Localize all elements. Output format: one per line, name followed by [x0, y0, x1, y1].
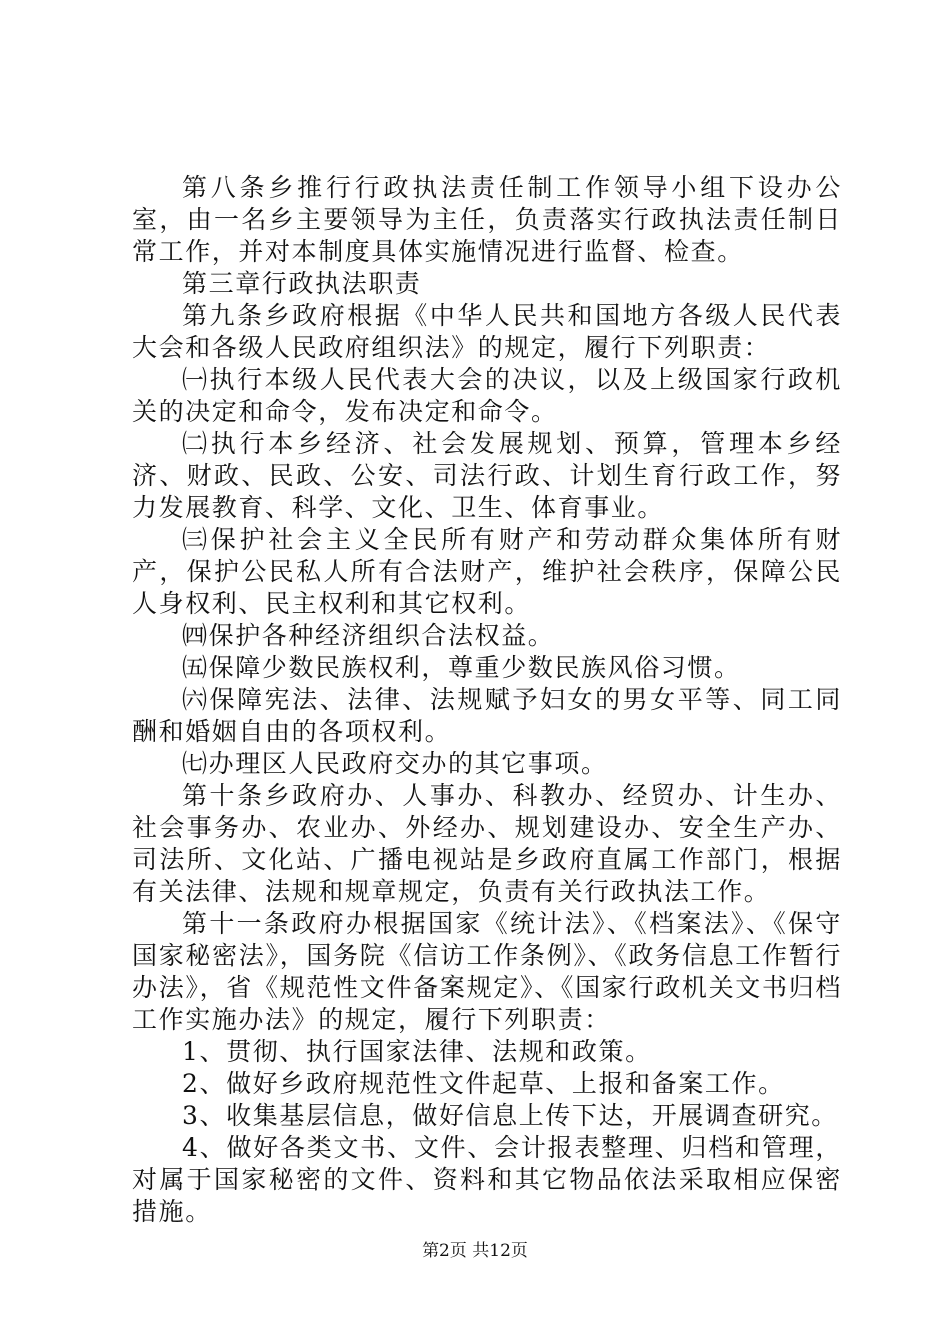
list-item: 3、收集基层信息，做好信息上传下达，开展调查研究。: [182, 1101, 838, 1130]
page-number-footer: 第2页 共12页: [422, 1241, 528, 1261]
paragraph: 第九条乡政府根据《中华人民共和国地方各级人民代表大会和各级人民政府组织法》的规定，履行下列职责：: [132, 301, 842, 362]
list-item: 4、做好各类文书、文件、会计报表整理、归档和管理，对属于国家秘密的文件、资料和其它物品依法采取相应保密措施。: [132, 1133, 842, 1226]
list-item: ㈥保障宪法、法律、法规赋予妇女的男女平等、同工同酬和婚姻自由的各项权利。: [132, 685, 842, 746]
list-item: 2、做好乡政府规范性文件起草、上报和备案工作。: [182, 1069, 785, 1098]
document-body: [132, 172, 842, 1228]
chapter-heading: 第三章行政执法职责: [182, 269, 422, 298]
list-item: 1、贯彻、执行国家法律、法规和政策。: [182, 1037, 652, 1066]
list-item: ㈢保护社会主义全民所有财产和劳动群众集体所有财产，保护公民私人所有合法财产，维护社会秩序，保障公民人身权利、民主权利和其它权利。: [132, 525, 842, 618]
list-item: ㈠执行本级人民代表大会的决议，以及上级国家行政机关的决定和命令，发布决定和命令。: [132, 365, 842, 426]
list-item: ㈣保护各种经济组织合法权益。: [182, 621, 555, 650]
list-item: ㈤保障少数民族权利，尊重少数民族风俗习惯。: [182, 653, 741, 682]
paragraph: 第八条乡推行行政执法责任制工作领导小组下设办公室，由一名乡主要领导为主任，负责落实行政执法责任制日常工作，并对本制度具体实施情况进行监督、检查。: [132, 173, 842, 266]
list-item: ㈦办理区人民政府交办的其它事项。: [182, 749, 608, 778]
paragraph: 第十一条政府办根据国家《统计法》、《档案法》、《保守国家秘密法》，国务院《信访工作条例》、《政务信息工作暂行办法》，省《规范性文件备案规定》、《国家行政机关文书归档工作实施办法》的规定，履行下列职责：: [132, 909, 842, 1034]
list-item: ㈡执行本乡经济、社会发展规划、预算，管理本乡经济、财政、民政、公安、司法行政、计划生育行政工作，努力发展教育、科学、文化、卫生、体育事业。: [132, 429, 842, 522]
paragraph: 第十条乡政府办、人事办、科教办、经贸办、计生办、社会事务办、农业办、外经办、规划建设办、安全生产办、司法所、文化站、广播电视站是乡政府直属工作部门，根据有关法律、法规和规章规定，负责有关行政执法工作。: [132, 781, 842, 906]
